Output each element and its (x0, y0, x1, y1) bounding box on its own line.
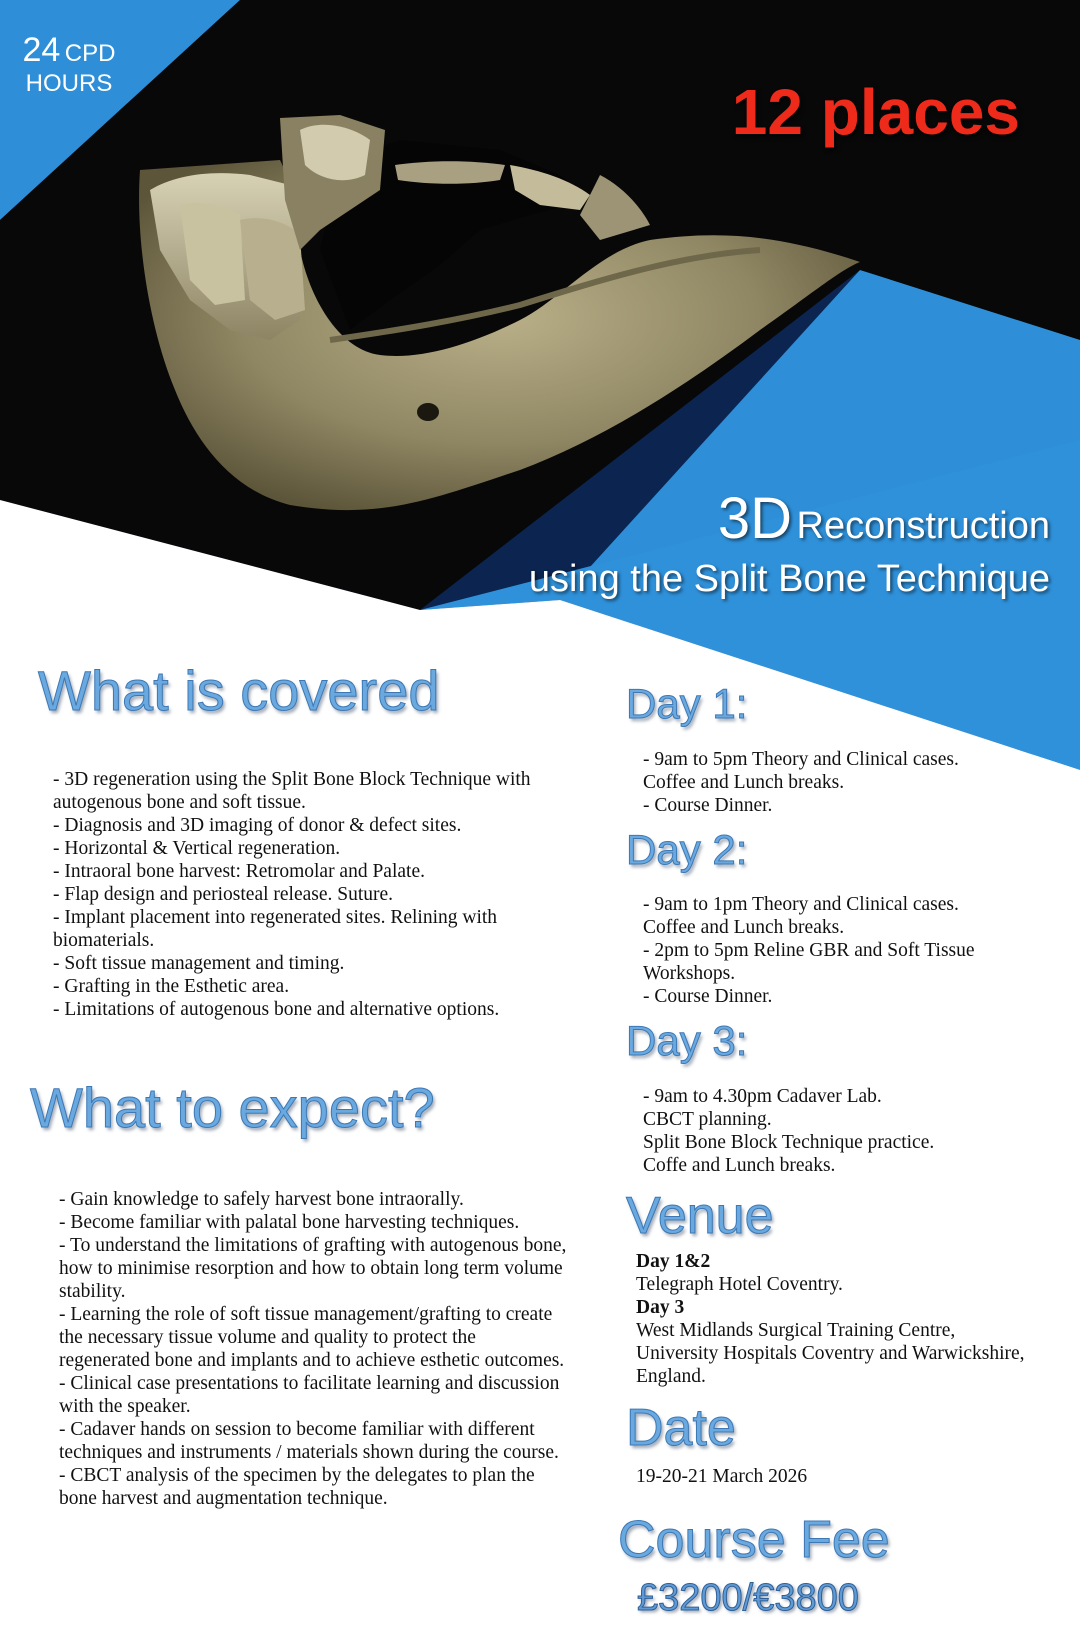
date-value: 19-20-21 March 2026 (636, 1466, 808, 1487)
day3-schedule (643, 1085, 1043, 1177)
schedule-line: - 9am to 5pm Theory and Clinical cases. (643, 749, 959, 770)
schedule-line: - 9am to 1pm Theory and Clinical cases. (643, 894, 959, 915)
venue-day3-label: Day 3 (636, 1297, 685, 1318)
list-item: - Clinical case presentations to facilitate learning and discussion with the speaker. (59, 1373, 560, 1417)
venue-heading: Venue (626, 1187, 774, 1245)
list-item: - Soft tissue management and timing. (53, 953, 345, 974)
venue-day12-label: Day 1&2 (636, 1251, 711, 1272)
expect-heading: What to expect? (30, 1076, 435, 1139)
schedule-line: - Course Dinner. (643, 795, 773, 816)
list-item: - CBCT analysis of the specimen by the delegates to plan the bone harvest and augmentation technique. (59, 1465, 535, 1509)
venue-day12-place: Telegraph Hotel Coventry. (636, 1274, 843, 1295)
day2-heading: Day 2: (626, 826, 748, 873)
list-item: - Diagnosis and 3D imaging of donor & defect sites. (53, 815, 462, 836)
date-heading: Date (626, 1399, 736, 1457)
schedule-line: CBCT planning. (643, 1109, 772, 1130)
places-count: 12 places (731, 76, 1020, 148)
list-item: - Gain knowledge to safely harvest bone intraorally. (59, 1189, 464, 1210)
schedule-line: - Course Dinner. (643, 986, 773, 1007)
schedule-line: Split Bone Block Technique practice. (643, 1132, 935, 1153)
schedule-line: Coffe and Lunch breaks. (643, 1155, 836, 1176)
expect-list (59, 1188, 569, 1510)
cpd-unit: CPD (64, 40, 116, 67)
list-item: - To understand the limitations of grafting with autogenous bone, how to minimise resorption and how to obtain long term volume stability. (59, 1235, 567, 1302)
schedule-line: - 2pm to 5pm Reline GBR and Soft Tissue Workshops. (643, 940, 975, 984)
cpd-badge (14, 32, 124, 98)
covered-heading: What is covered (38, 659, 440, 722)
title-3d: 3D (717, 486, 793, 551)
schedule-line: Coffee and Lunch breaks. (643, 917, 845, 938)
list-item: - Horizontal & Vertical regeneration. (53, 838, 341, 859)
venue-day3-place: West Midlands Surgical Training Centre, University Hospitals Coventry and Warwickshire, England. (636, 1320, 1025, 1387)
fee-value: £3200/€3800 (637, 1577, 859, 1619)
list-item: - Become familiar with palatal bone harvesting techniques. (59, 1212, 520, 1233)
course-title (410, 485, 1050, 601)
list-item: - 3D regeneration using the Split Bone Block Technique with autogenous bone and soft tissue. (53, 769, 531, 813)
title-reconstruction: Reconstruction (796, 505, 1050, 547)
venue-details (636, 1250, 1036, 1388)
list-item: - Intraoral bone harvest: Retromolar and Palate. (53, 861, 425, 882)
list-item: - Limitations of autogenous bone and alternative options. (53, 999, 500, 1020)
list-item: - Flap design and periosteal release. Suture. (53, 884, 394, 905)
list-item: - Cadaver hands on session to become familiar with different techniques and instruments / materials shown during the course. (59, 1419, 559, 1463)
list-item: - Implant placement into regenerated sites. Relining with biomaterials. (53, 907, 498, 951)
list-item: - Grafting in the Esthetic area. (53, 976, 290, 997)
fee-heading: Course Fee (618, 1511, 890, 1569)
list-item: - Learning the role of soft tissue management/grafting to create the necessary tissue volume and quality to protect the regenerated bone and implants and to achieve esthetic outcomes. (59, 1304, 565, 1371)
title-subline: using the Split Bone Technique (528, 558, 1050, 600)
schedule-line: Coffee and Lunch breaks. (643, 772, 845, 793)
day1-schedule (643, 748, 1043, 817)
day3-heading: Day 3: (626, 1017, 748, 1064)
day1-heading: Day 1: (626, 680, 748, 727)
schedule-line: - 9am to 4.30pm Cadaver Lab. (643, 1086, 882, 1107)
covered-list (53, 768, 573, 1021)
cpd-number: 24 (22, 31, 61, 69)
day2-schedule (643, 893, 1043, 1008)
cpd-hours: HOURS (25, 70, 113, 98)
